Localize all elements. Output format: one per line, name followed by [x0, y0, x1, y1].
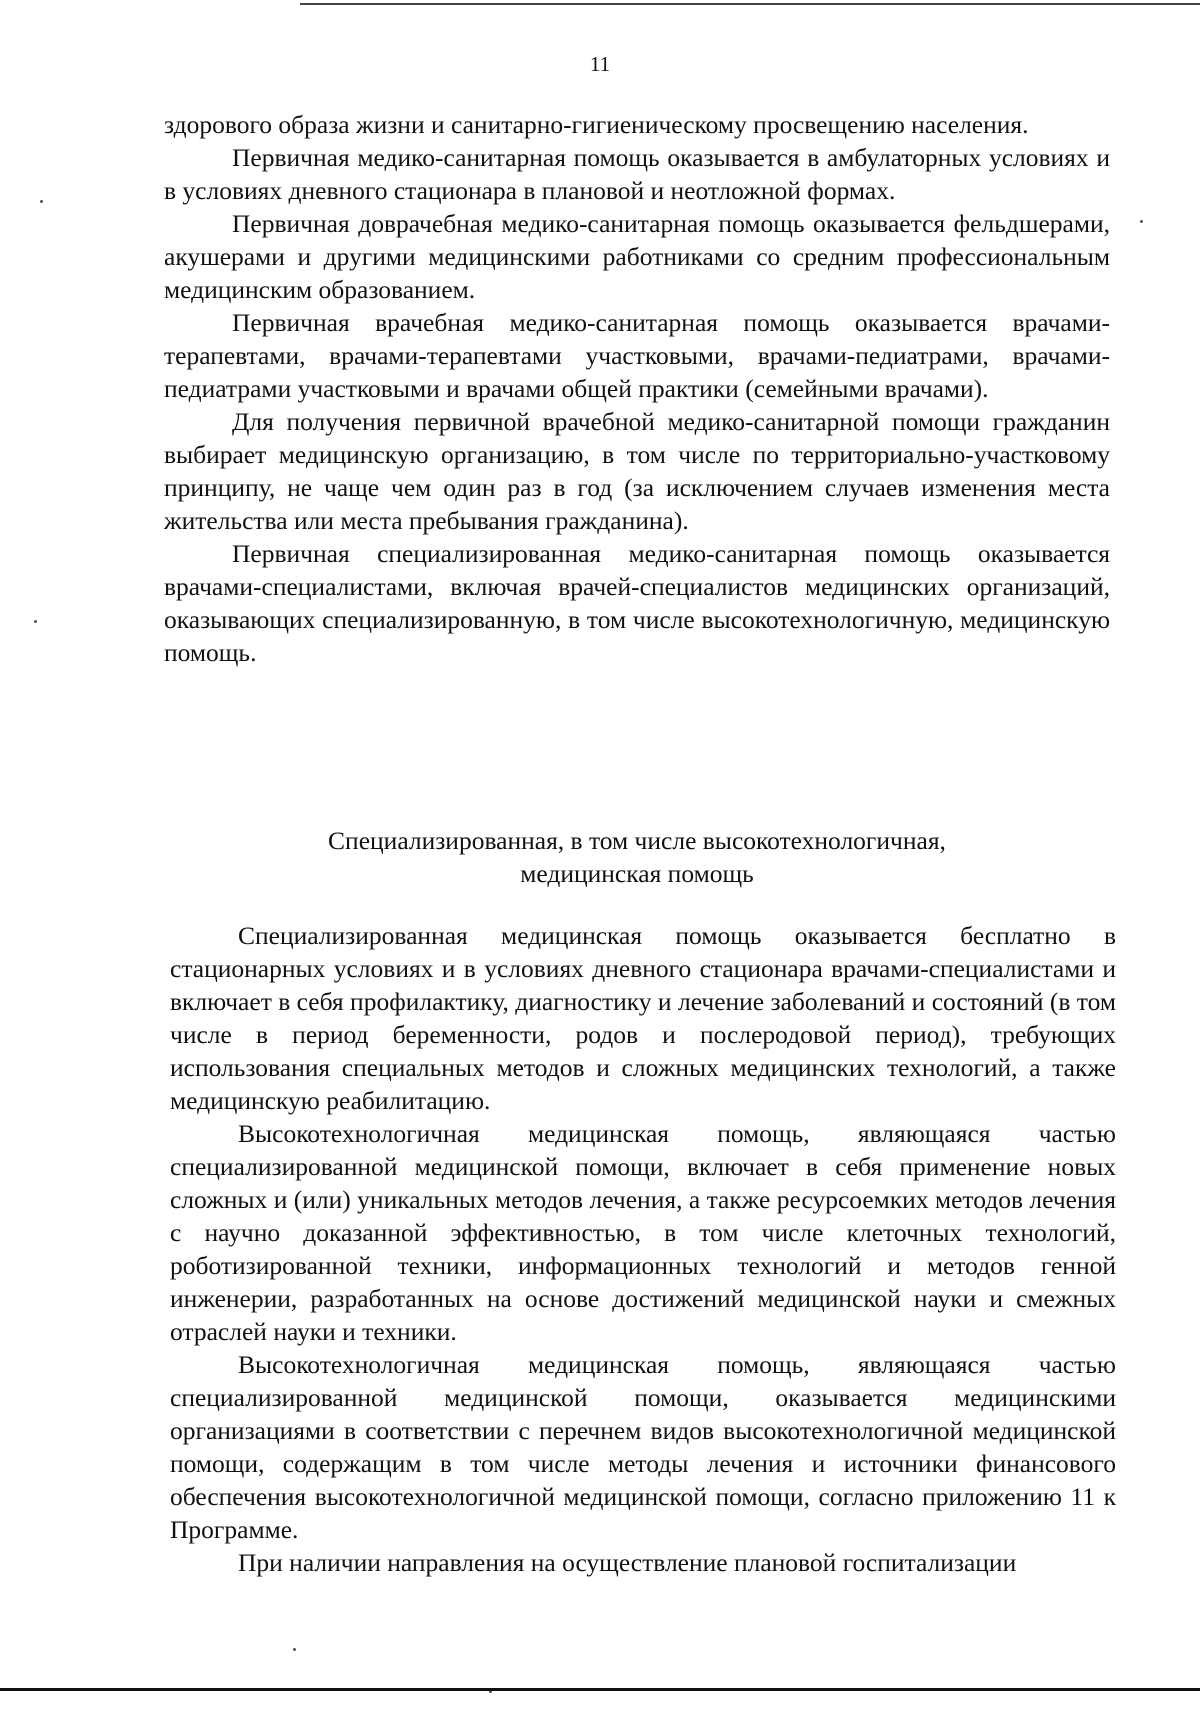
paragraph: Высокотехнологичная медицинская помощь, являющаяся частью специализированной медицинской помощи, оказывается медицинскими организациями в соответствии с перечнем видов высокотехнологичной медицинской помощи, содержащим в том числе методы лечения и источники финансового обеспечения высокотехнологичной медицинской помощи, согласно приложению 11 к Программе. [170, 1350, 1116, 1544]
paragraph: Первичная специализированная медико-санитарная помощь оказывается врачами-специалистами, включая врачей-специалистов медицинских организаций, оказывающих специализированную, в том числе высокотехнологичную, медицинскую помощь. [164, 539, 1110, 667]
section-heading [164, 824, 1110, 890]
paragraph: Высокотехнологичная медицинская помощь, являющаяся частью специализированной медицинской помощи, включает в себя применение новых сложных и (или) уникальных методов лечения, а также ресурсоемких методов лечения с научно доказанной эффективностью, в том числе клеточных технологий, роботизированной техники, информационных технологий и методов генной инженерии, разработанных на основе достижений медицинской науки и смежных отраслей науки и техники. [170, 1119, 1116, 1346]
page-number: 11 [589, 52, 611, 76]
scan-speck [293, 1648, 296, 1651]
section-heading-line-1: Специализированная, в том числе высокотехнологичная, [328, 826, 946, 855]
paragraph: Специализированная медицинская помощь оказывается бесплатно в стационарных условиях и в условиях дневного стационара врачами-специалистами и включает в себя профилактику, диагностику и лечение заболеваний и состояний (в том числе в период беременности, родов и послеродовой период), требующих использования специальных методов и сложных медицинских технологий, а также медицинскую реабилитацию. [170, 921, 1116, 1115]
paragraph: здорового образа жизни и санитарно-гигиеническому просвещению населения. [164, 110, 1029, 139]
scan-edge-bottom [0, 1688, 1200, 1691]
body-text-specialized-care [170, 919, 1116, 1579]
paragraph: При наличии направления на осуществление плановой госпитализации [238, 1548, 1017, 1577]
scan-speck [34, 620, 37, 623]
paragraph: Для получения первичной врачебной медико-санитарной помощи гражданин выбирает медицинскую организацию, в том числе по территориально-участковому принципу, не чаще чем один раз в год (за исключением случаев изменения места жительства или места пребывания гражданина). [164, 407, 1110, 535]
paragraph: Первичная доврачебная медико-санитарная помощь оказывается фельдшерами, акушерами и другими медицинскими работниками со средним профессиональным медицинским образованием. [164, 209, 1110, 304]
body-text-primary-care [164, 108, 1110, 669]
paragraph: Первичная врачебная медико-санитарная помощь оказывается врачами-терапевтами, врачами-терапевтами участковыми, врачами-педиатрами, врачами-педиатрами участковыми и врачами общей практики (семейными врачами). [164, 308, 1110, 403]
scan-edge-top [300, 3, 1200, 5]
scan-speck [40, 200, 43, 203]
section-heading-line-2: медицинская помощь [520, 859, 754, 888]
scan-speck [1140, 220, 1143, 223]
paragraph: Первичная медико-санитарная помощь оказывается в амбулаторных условиях и в условиях дневного стационара в плановой и неотложной формах. [164, 143, 1110, 205]
